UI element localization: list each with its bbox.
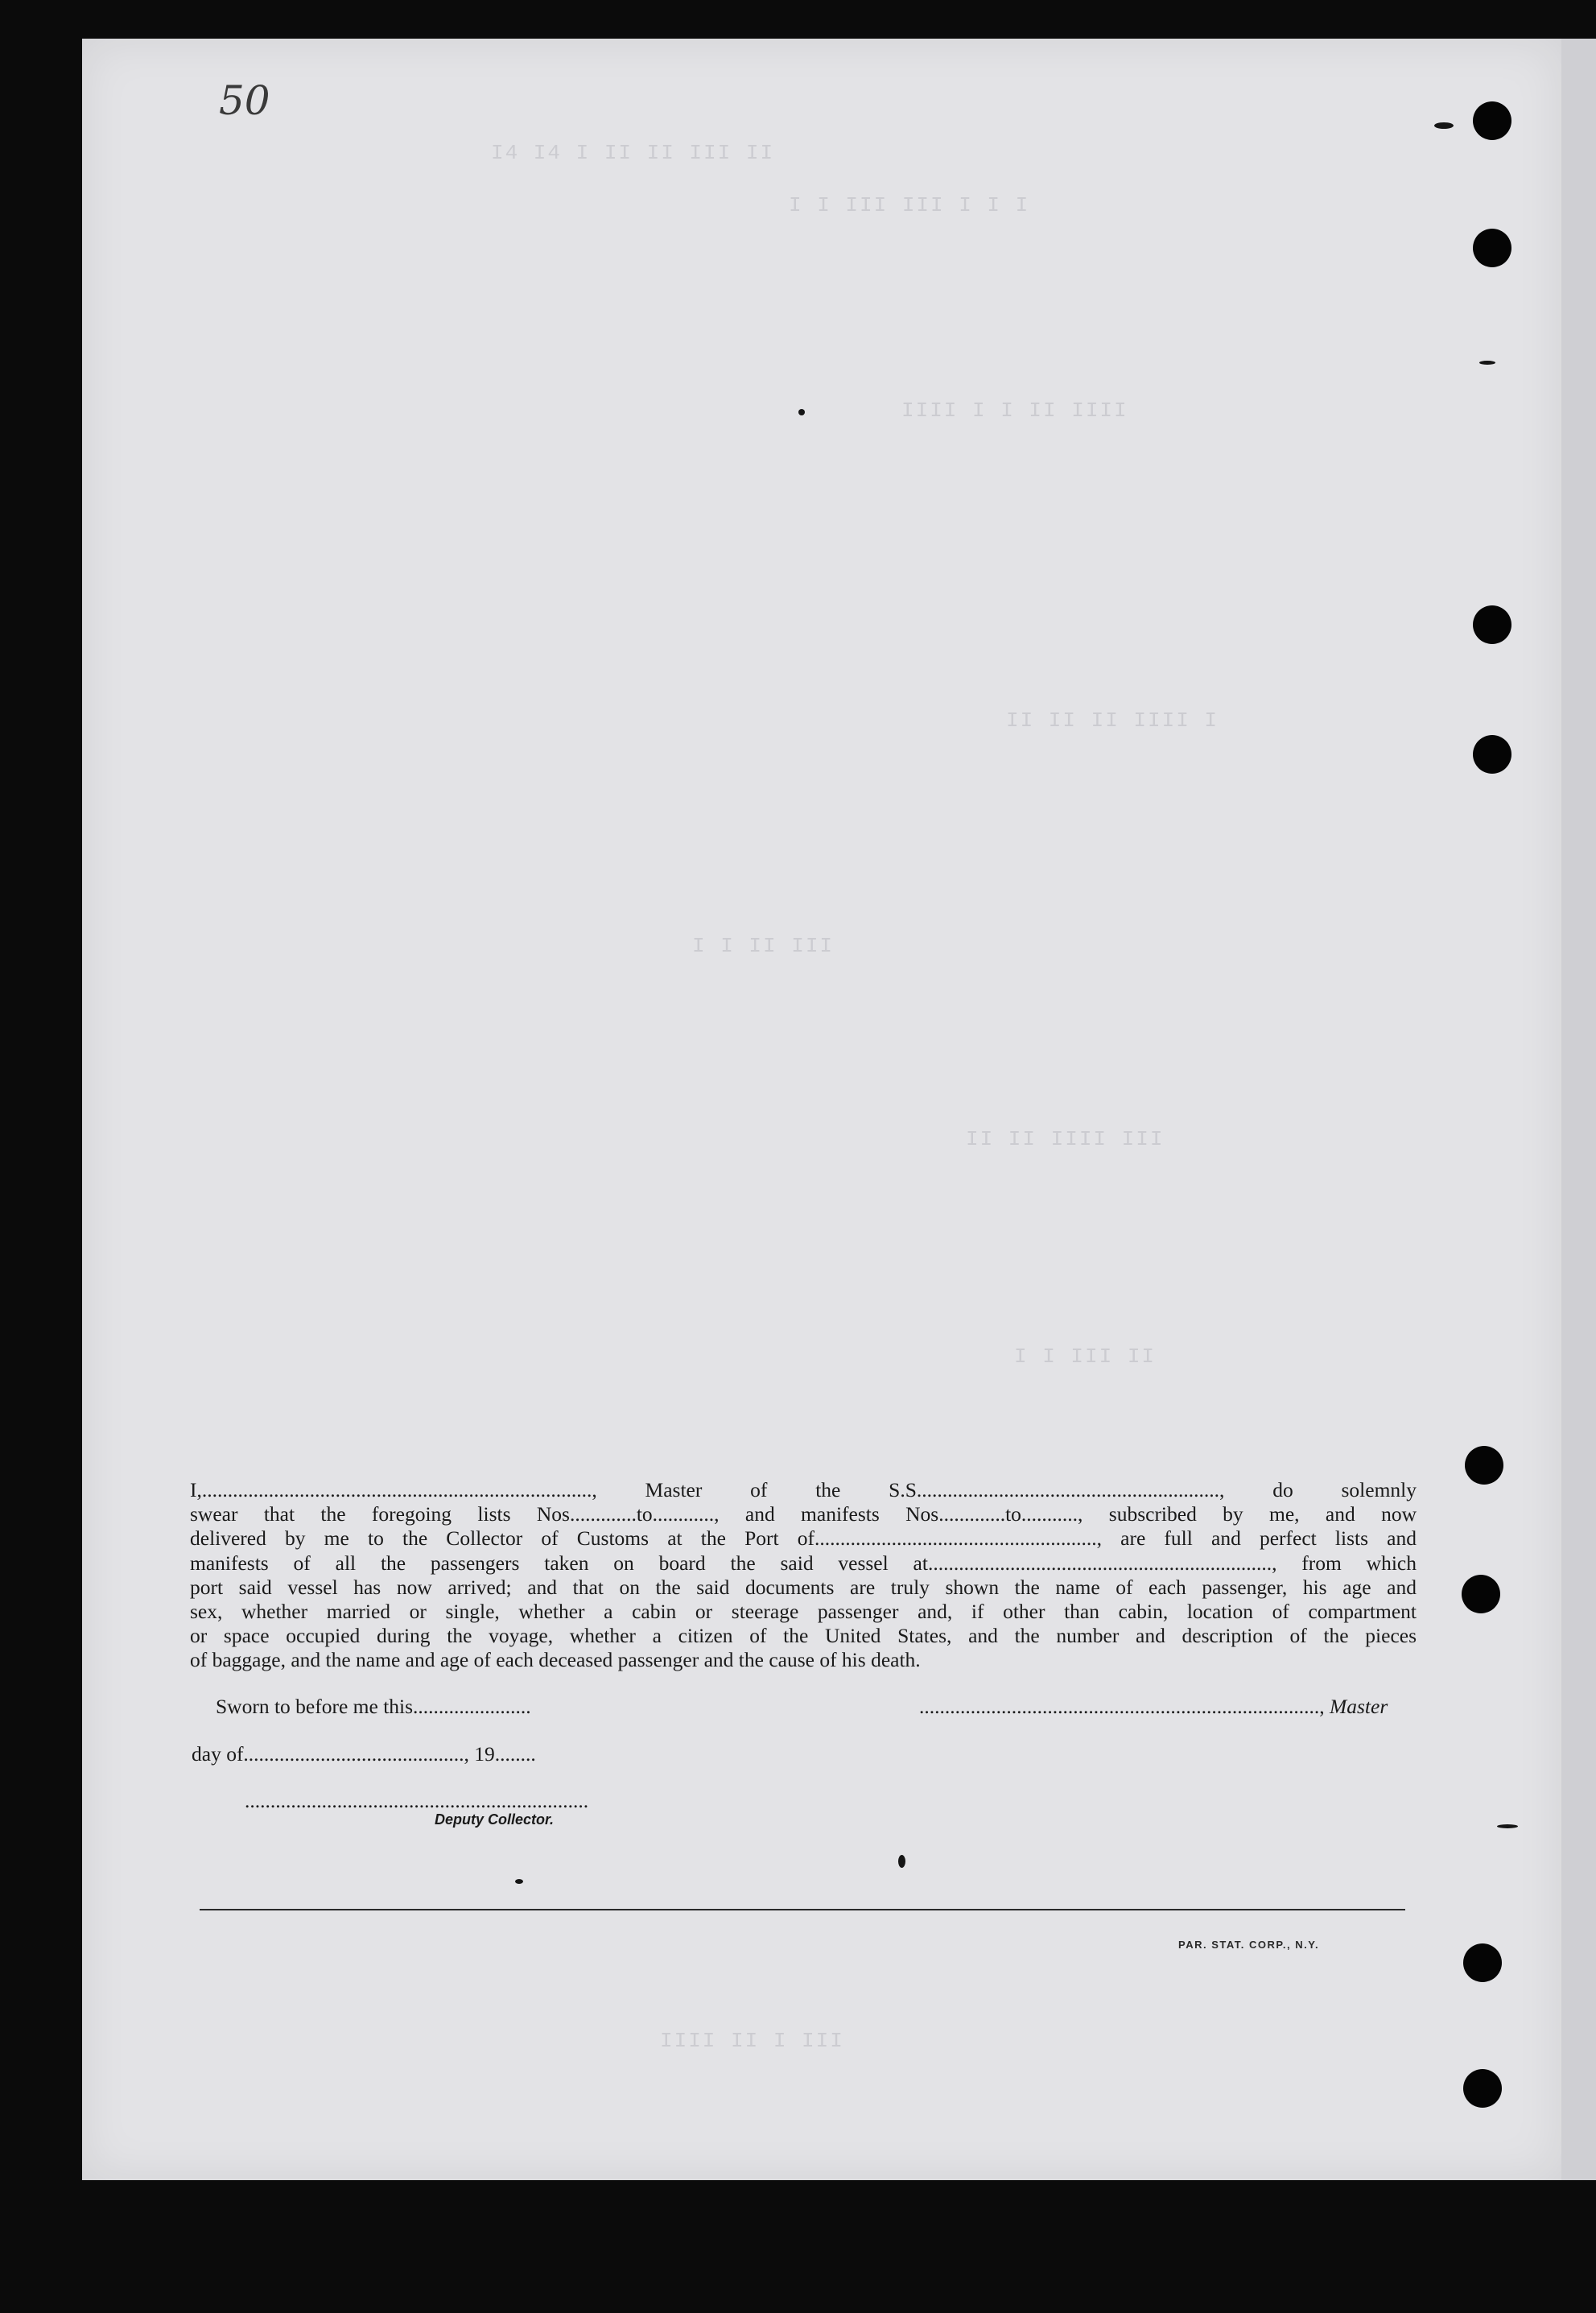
ink-speck [798, 409, 805, 415]
bleed-through-text: I I III III I I I [789, 193, 1030, 217]
oath-line: swear that the foregoing lists Nos.............to............, and manifests Nos.............to..........., subscribed by me, and now [190, 1502, 1417, 1526]
oath-line: I,............................................................................, Master of the S.S..........................................................., do solemnly [190, 1478, 1417, 1501]
master-oath-paragraph [190, 1478, 1417, 1673]
binder-hole [1463, 1943, 1502, 1982]
sheet-edge [1561, 39, 1596, 2180]
master-label: Master [1330, 1695, 1388, 1718]
oath-line: of baggage, and the name and age of each deceased passenger and the cause of his death. [190, 1648, 921, 1672]
document-sheet [82, 39, 1561, 2180]
binder-hole [1473, 101, 1511, 140]
bleed-through-text: I I III II [1014, 1344, 1157, 1369]
ink-speck [1434, 122, 1454, 129]
bottom-rule [200, 1909, 1405, 1910]
ink-speck [515, 1879, 523, 1884]
ink-speck [1479, 361, 1495, 365]
oath-line: manifests of all the passengers taken on board the said vessel at..................................................................., from which [190, 1551, 1417, 1575]
page-number: 50 [219, 77, 270, 124]
binder-hole [1465, 1446, 1503, 1485]
bleed-through-text: II II II IIII I [1006, 708, 1219, 733]
bleed-through-text: I I II III [692, 934, 835, 958]
deputy-collector-label: Deputy Collector. [435, 1811, 555, 1828]
sworn-before-line: Sworn to before me this....................... [216, 1695, 531, 1718]
oath-line: delivered by me to the Collector of Customs at the Port of......................................................., are full and perfect lists and [190, 1526, 1417, 1551]
ink-speck [898, 1855, 905, 1868]
binder-hole [1473, 735, 1511, 774]
oath-line: port said vessel has now arrived; and that on the said documents are truly shown the name of each passenger, his age and [190, 1575, 1417, 1599]
master-signature-line [919, 1695, 1388, 1719]
bleed-through-text: IIII II I III [660, 2029, 844, 2053]
day-of-line: day of..........................................., 19........ [192, 1742, 536, 1766]
bleed-through-text: II II IIII III [966, 1127, 1165, 1151]
printer-imprint: PAR. STAT. CORP., N.Y. [1178, 1939, 1320, 1951]
deputy-signature-dots: ................................................................... [245, 1789, 589, 1812]
ink-speck [1497, 1824, 1518, 1828]
binder-hole [1463, 2069, 1502, 2108]
bleed-through-text: I4 I4 I II II III II [491, 141, 775, 165]
oath-line: or space occupied during the voyage, whether a citizen of the United States, and the number and description of the pieces [190, 1624, 1417, 1648]
binder-hole [1473, 605, 1511, 644]
binder-hole [1462, 1575, 1500, 1613]
bleed-through-text: IIII I I II IIII [901, 399, 1128, 423]
oath-line: sex, whether married or single, whether a cabin or steerage passenger and, if other than cabin, location of compartment [190, 1600, 1417, 1624]
master-signature-dots: .............................................................................., [919, 1695, 1325, 1718]
binder-hole [1473, 229, 1511, 267]
